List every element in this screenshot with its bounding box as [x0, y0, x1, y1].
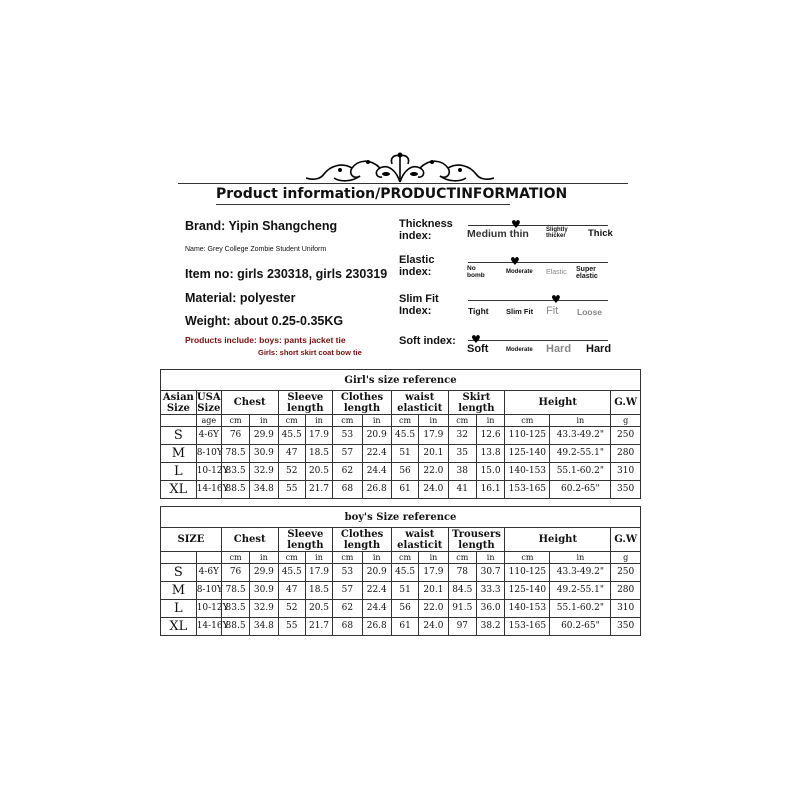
girls-unit: in	[550, 415, 611, 427]
table-cell: 60.2-65"	[550, 481, 611, 499]
girls-header-asian-size: Asian Size	[161, 391, 197, 415]
table-cell: 91.5	[448, 600, 476, 618]
table-cell: 60.2-65"	[550, 618, 611, 636]
table-cell: 45.5	[391, 564, 418, 582]
table-cell: 78.5	[221, 582, 249, 600]
table-cell: 30.9	[250, 445, 278, 463]
girls-header-clothes-length: Clothes length	[333, 391, 392, 415]
boys-header-clothes-length: Clothes length	[333, 528, 392, 552]
elastic-marker-icon: ♥	[510, 255, 520, 268]
table-cell: 17.9	[419, 427, 448, 445]
soft-option-hard: Hard	[586, 343, 612, 355]
table-cell: 20.5	[305, 600, 332, 618]
table-cell: 17.9	[419, 564, 448, 582]
table-cell: 88.5	[221, 618, 249, 636]
table-cell: 30.7	[476, 564, 504, 582]
slim-fit-marker-icon: ♥	[551, 293, 561, 306]
table-cell: 13.8	[476, 445, 504, 463]
table-cell: 78.5	[221, 445, 249, 463]
table-cell: 20.9	[362, 427, 391, 445]
table-cell: 4-6Y	[196, 564, 221, 582]
boys-unit-empty	[161, 552, 197, 564]
girls-unit: cm	[278, 415, 305, 427]
table-cell: 57	[333, 582, 362, 600]
thickness-option-slightly-thicker: Slightly thicker	[546, 227, 568, 240]
table-cell: 250	[611, 427, 641, 445]
table-cell: 16.1	[476, 481, 504, 499]
boys-header-trousers-length: Trousers length	[448, 528, 505, 552]
elastic-option-moderate: Moderate	[506, 269, 533, 275]
size-cell: L	[161, 463, 197, 481]
table-cell: 83.5	[221, 463, 249, 481]
table-cell: 350	[611, 481, 641, 499]
table-cell: 30.9	[250, 582, 278, 600]
decorative-ornament	[300, 150, 500, 186]
soft-option-moderate: Moderate	[506, 347, 533, 353]
soft-marker-icon: ♥	[471, 333, 481, 346]
elastic-option-elastic: Elastic	[546, 269, 567, 276]
girls-unit: age	[196, 415, 221, 427]
girls-rows	[161, 427, 641, 499]
soft-scale-line	[468, 340, 608, 341]
table-cell: 57	[333, 445, 362, 463]
girls-header-waist-elasticity: waist elasticit	[391, 391, 448, 415]
table-cell: 350	[611, 618, 641, 636]
size-cell: S	[161, 427, 197, 445]
includes-boys-text: Products include: boys: pants jacket tie	[185, 335, 346, 345]
table-cell: 140-153	[505, 463, 550, 481]
table-cell: 10-12Y	[196, 463, 221, 481]
table-cell: 18.5	[305, 445, 332, 463]
girls-unit: cm	[333, 415, 362, 427]
table-cell: 22.4	[362, 445, 391, 463]
table-cell: 45.5	[278, 427, 305, 445]
boys-unit: cm	[505, 552, 550, 564]
table-cell: 62	[333, 600, 362, 618]
table-cell: 21.7	[305, 618, 332, 636]
table-cell: 55	[278, 481, 305, 499]
table-cell: 14-16Y	[196, 618, 221, 636]
elastic-label: Elastic index:	[399, 254, 435, 278]
table-cell: 61	[391, 481, 418, 499]
table-cell: 20.1	[419, 445, 448, 463]
table-cell: 36.0	[476, 600, 504, 618]
girls-header-gw: G.W	[611, 391, 641, 415]
soft-option-soft: Soft	[467, 343, 489, 355]
boys-unit: in	[362, 552, 391, 564]
table-cell: 153-165	[505, 481, 550, 499]
table-cell: 51	[391, 445, 418, 463]
page-title: Product information/PRODUCTINFORMATION	[216, 186, 568, 202]
table-cell: 35	[448, 445, 476, 463]
size-cell: M	[161, 582, 197, 600]
table-cell: 88.5	[221, 481, 249, 499]
soft-option-hard-grey: Hard	[546, 343, 572, 355]
girls-unit-empty	[161, 415, 197, 427]
table-cell: 17.9	[305, 427, 332, 445]
table-cell: 22.0	[419, 463, 448, 481]
table-cell: 24.4	[362, 463, 391, 481]
table-row	[161, 582, 641, 600]
boys-unit: cm	[448, 552, 476, 564]
table-cell: 18.5	[305, 582, 332, 600]
table-cell: 76	[221, 564, 249, 582]
includes-girls-text: Girls: short skirt coat bow tie	[258, 348, 362, 357]
thickness-option-thick: Thick	[588, 228, 613, 239]
table-cell: 38.2	[476, 618, 504, 636]
table-cell: 43.3-49.2"	[550, 564, 611, 582]
table-cell: 53	[333, 564, 362, 582]
boys-table-title: boy's Size reference	[161, 507, 641, 528]
girls-header-usa-size: USA Size	[196, 391, 221, 414]
elastic-option-super-elastic: Super elastic	[576, 266, 598, 281]
table-cell: 34.8	[250, 618, 278, 636]
girls-table-title: Girl's size reference	[161, 370, 641, 391]
table-cell: 26.8	[362, 618, 391, 636]
table-cell: 10-12Y	[196, 600, 221, 618]
boys-rows	[161, 564, 641, 636]
elastic-option-no-bomb: No bomb	[467, 265, 485, 279]
slim-fit-option-loose: Loose	[577, 307, 603, 317]
name-text: Name: Grey College Zombie Student Uniform	[185, 246, 327, 253]
title-underline	[216, 204, 510, 205]
soft-label: Soft index:	[399, 335, 456, 347]
table-cell: 51	[391, 582, 418, 600]
table-cell: 84.5	[448, 582, 476, 600]
table-cell: 47	[278, 445, 305, 463]
table-row	[161, 481, 641, 499]
table-cell: 250	[611, 564, 641, 582]
table-cell: 20.1	[419, 582, 448, 600]
slim-fit-option-fit: Fit	[546, 305, 559, 317]
table-cell: 83.5	[221, 600, 249, 618]
table-cell: 78	[448, 564, 476, 582]
boys-unit: g	[611, 552, 641, 564]
table-cell: 62	[333, 463, 362, 481]
table-cell: 47	[278, 582, 305, 600]
table-cell: 53	[333, 427, 362, 445]
boys-unit: in	[550, 552, 611, 564]
girls-unit: cm	[448, 415, 476, 427]
table-cell: 45.5	[391, 427, 418, 445]
slim-fit-option-tight: Tight	[468, 306, 489, 316]
table-cell: 56	[391, 463, 418, 481]
table-cell: 55	[278, 618, 305, 636]
table-cell: 32.9	[250, 600, 278, 618]
table-cell: 12.6	[476, 427, 504, 445]
boys-unit: in	[419, 552, 448, 564]
table-row	[161, 564, 641, 582]
table-cell: 45.5	[278, 564, 305, 582]
table-cell: 125-140	[505, 582, 550, 600]
size-cell: S	[161, 564, 197, 582]
boys-header-waist-elasticity: waist elasticit	[391, 528, 448, 552]
boys-unit: in	[476, 552, 504, 564]
thickness-scale-line	[468, 225, 608, 226]
boys-unit: in	[305, 552, 332, 564]
table-cell: 17.9	[305, 564, 332, 582]
table-cell: 310	[611, 600, 641, 618]
girls-unit: cm	[391, 415, 418, 427]
table-cell: 110-125	[505, 427, 550, 445]
boys-header-size: SIZE	[161, 528, 222, 552]
table-cell: 24.0	[419, 618, 448, 636]
table-cell: 52	[278, 600, 305, 618]
table-row	[161, 427, 641, 445]
girls-header-sleeve-length: Sleeve length	[278, 391, 333, 415]
table-cell: 38	[448, 463, 476, 481]
table-cell: 68	[333, 618, 362, 636]
item-no-text: Item no: girls 230318, girls 230319	[185, 267, 388, 281]
girls-unit: in	[419, 415, 448, 427]
table-cell: 32	[448, 427, 476, 445]
girls-unit: in	[250, 415, 278, 427]
table-cell: 43.3-49.2"	[550, 427, 611, 445]
table-cell: 49.2-55.1"	[550, 582, 611, 600]
thickness-label: Thickness index:	[399, 218, 453, 242]
thickness-option-medium-thin: Medium thin	[467, 228, 529, 240]
girls-unit: cm	[221, 415, 249, 427]
table-cell: 97	[448, 618, 476, 636]
boys-header-height: Height	[505, 528, 611, 552]
table-cell: 280	[611, 582, 641, 600]
table-cell: 4-6Y	[196, 427, 221, 445]
table-cell: 52	[278, 463, 305, 481]
brand-text: Brand: Yipin Shangcheng	[185, 219, 338, 233]
table-cell: 24.0	[419, 481, 448, 499]
table-cell: 33.3	[476, 582, 504, 600]
table-cell: 29.9	[250, 564, 278, 582]
size-cell: XL	[161, 481, 197, 499]
boys-unit: cm	[391, 552, 418, 564]
thickness-marker-icon: ♥	[511, 218, 521, 231]
elastic-scale-line	[468, 262, 608, 263]
table-cell: 26.8	[362, 481, 391, 499]
table-cell: 22.4	[362, 582, 391, 600]
table-row	[161, 445, 641, 463]
table-cell: 41	[448, 481, 476, 499]
size-cell: L	[161, 600, 197, 618]
boys-unit: cm	[278, 552, 305, 564]
size-cell: XL	[161, 618, 197, 636]
table-cell: 21.7	[305, 481, 332, 499]
slim-fit-scale-line	[468, 300, 608, 301]
boys-unit: cm	[333, 552, 362, 564]
table-cell: 55.1-60.2"	[550, 463, 611, 481]
boys-header-chest: Chest	[221, 528, 278, 552]
size-cell: M	[161, 445, 197, 463]
slim-fit-label: Slim Fit Index:	[399, 293, 439, 317]
table-cell: 56	[391, 600, 418, 618]
girls-header-chest: Chest	[221, 391, 278, 415]
table-cell: 8-10Y	[196, 445, 221, 463]
table-cell: 29.9	[250, 427, 278, 445]
table-cell: 24.4	[362, 600, 391, 618]
girls-size-table	[160, 369, 641, 499]
table-cell: 49.2-55.1"	[550, 445, 611, 463]
table-cell: 32.9	[250, 463, 278, 481]
girls-header-height: Height	[505, 391, 611, 415]
weight-text: Weight: about 0.25-0.35KG	[185, 314, 344, 328]
table-cell: 61	[391, 618, 418, 636]
table-row	[161, 600, 641, 618]
boys-header-sleeve-length: Sleeve length	[278, 528, 333, 552]
girls-header-skirt-length: Skirt length	[448, 391, 505, 415]
table-cell: 15.0	[476, 463, 504, 481]
boys-size-table	[160, 506, 641, 636]
boys-unit: in	[250, 552, 278, 564]
table-cell: 20.5	[305, 463, 332, 481]
table-cell: 76	[221, 427, 249, 445]
boys-unit-empty	[196, 552, 221, 564]
table-row	[161, 618, 641, 636]
table-cell: 34.8	[250, 481, 278, 499]
material-text: Material: polyester	[185, 291, 296, 305]
table-cell: 153-165	[505, 618, 550, 636]
table-cell: 280	[611, 445, 641, 463]
girls-unit: in	[476, 415, 504, 427]
table-cell: 20.9	[362, 564, 391, 582]
table-cell: 14-16Y	[196, 481, 221, 499]
table-cell: 110-125	[505, 564, 550, 582]
girls-unit: g	[611, 415, 641, 427]
table-cell: 55.1-60.2"	[550, 600, 611, 618]
boys-header-gw: G.W	[611, 528, 641, 552]
boys-unit: cm	[221, 552, 249, 564]
table-cell: 8-10Y	[196, 582, 221, 600]
girls-unit: cm	[505, 415, 550, 427]
table-row	[161, 463, 641, 481]
table-cell: 68	[333, 481, 362, 499]
girls-unit: in	[305, 415, 332, 427]
table-cell: 22.0	[419, 600, 448, 618]
slim-fit-option-slim-fit: Slim Fit	[506, 307, 534, 316]
table-cell: 125-140	[505, 445, 550, 463]
header-divider	[178, 183, 628, 184]
table-cell: 140-153	[505, 600, 550, 618]
girls-unit: in	[362, 415, 391, 427]
table-cell: 310	[611, 463, 641, 481]
